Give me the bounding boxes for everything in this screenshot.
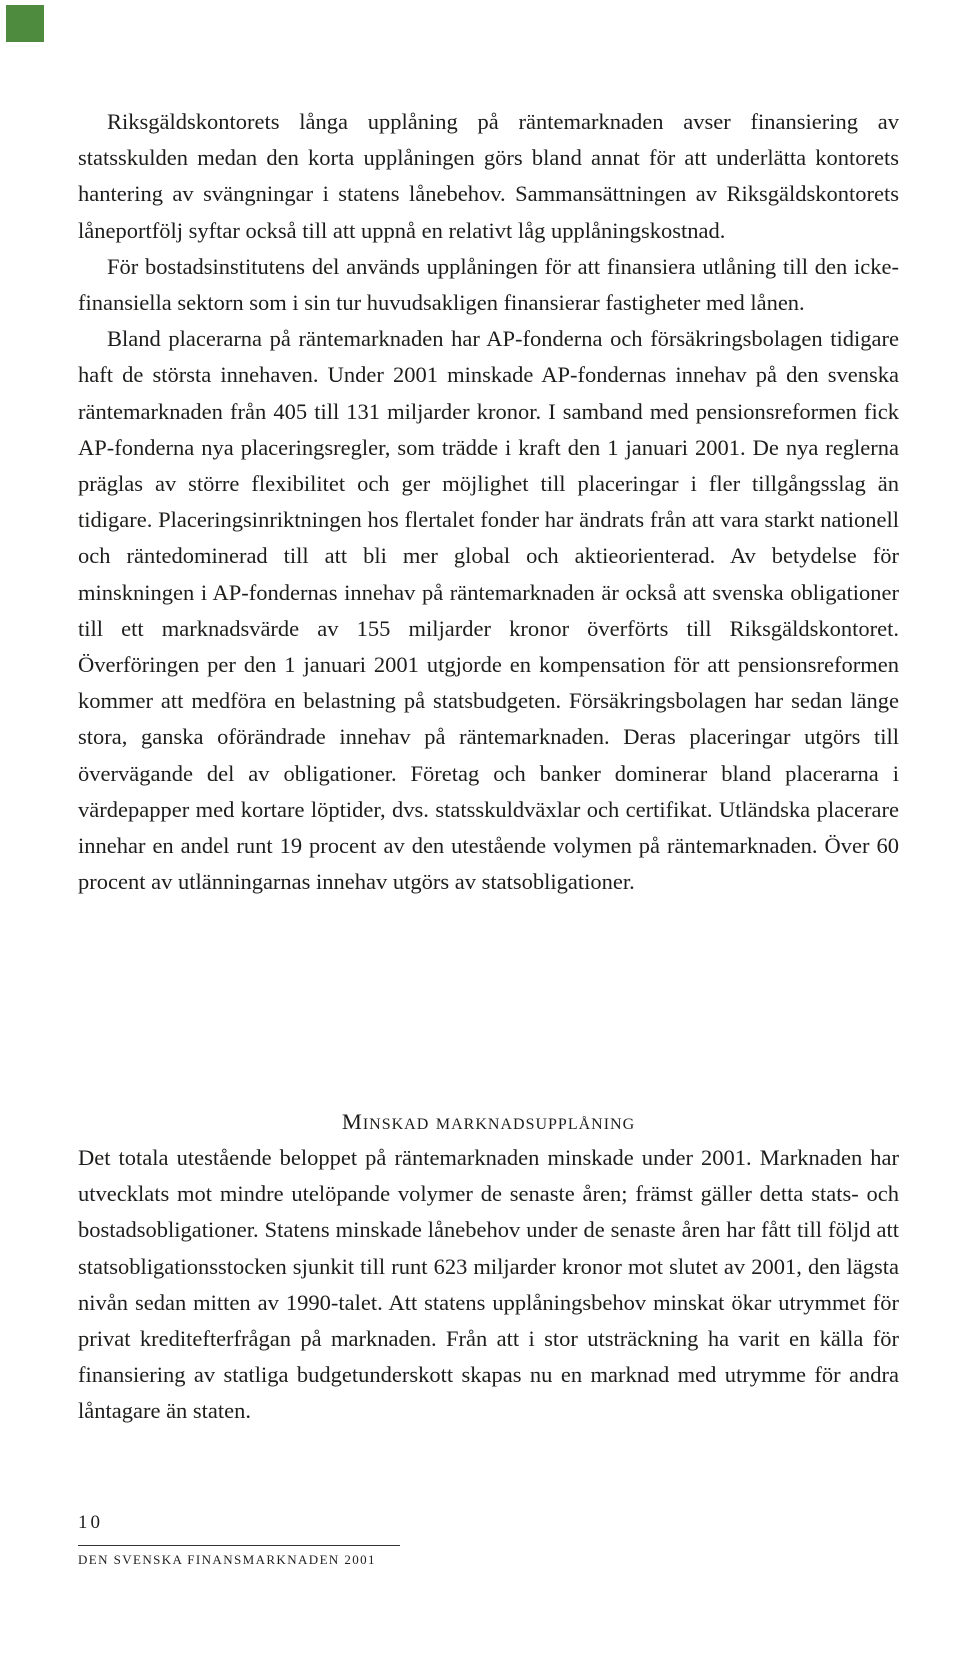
paragraph-3: Bland placerarna på räntemarknaden har AP-fonderna och försäkringsbolagen tidigare haft de största innehaven. Under 2001 minskade AP-fondernas innehav på den svenska räntemarknaden från 405 till 131 miljarder kronor. I samband med pensionsreformen fick AP-fonderna nya placeringsregler, som trädde i kraft den 1 januari 2001. De nya reglerna präglas av större flexibilitet och ger möjlighet till placeringar i fler tillgångsslag än tidigare. Placeringsinriktningen hos flertalet fonder har ändrats från att vara starkt nationell och räntedominerad till att bli mer global och aktieorienterad. Av betydelse för minskningen i AP-fondernas innehav på räntemarknaden är också att svenska obligationer till ett marknadsvärde av 155 miljarder kronor överförts till Riksgäldskontoret. Överföringen per den 1 januari 2001 utgjorde en kompensation för att pensionsreformen kommer att medföra en belastning på statsbudgeten. Försäkringsbolagen har sedan länge stora, ganska oförändrade innehav på räntemarknaden. Deras placeringar utgörs till övervägande del av obligationer. Företag och banker dominerar bland placerarna i värdepapper med kortare löptider, dvs. statsskuldväxlar och certifikat. Utländska placerare innehar en andel runt 19 procent av den utestående volymen på räntemarknaden. Över 60 procent av utlänningarnas innehav utgörs av statsobligationer. bbox=[78, 326, 899, 895]
page-number: 10 bbox=[78, 1512, 103, 1533]
corner-color-marker bbox=[6, 5, 44, 42]
body-text bbox=[78, 104, 899, 900]
section-heading: Minskad marknadsupplåning bbox=[341, 1109, 636, 1134]
section-paragraph: Det totala utestående beloppet på räntemarknaden minskade under 2001. Marknaden har utvecklats mot mindre utelöpande volymer de senaste åren; främst gäller detta stats- och bostadsobligationer. Statens minskade lånebehov under de senaste åren har fått till följd att statsobligationsstocken sjunkit till runt 623 miljarder kronor mot slutet av 2001, den lägsta nivån sedan mitten av 1990-talet. Att statens upplåningsbehov minskat ökar utrymmet för privat kreditefterfrågan på marknaden. Från att i stor utsträckning ha varit en källa för finansiering av statliga budgetunderskott skapas nu en marknad med utrymme för andra låntagare än staten. bbox=[78, 1145, 899, 1424]
footer-divider bbox=[78, 1545, 400, 1546]
paragraph-2: För bostadsinstitutens del används upplåningen för att finansiera utlåning till den icke-finansiella sektorn som i sin tur huvudsakligen finansierar fastigheter med lånen. bbox=[78, 253, 899, 316]
running-footer-title: DEN SVENSKA FINANSMARKNADEN 2001 bbox=[78, 1552, 376, 1567]
section-body bbox=[78, 1140, 899, 1430]
paragraph-1: Riksgäldskontorets långa upplåning på räntemarknaden avser finansiering av statsskulden medan den korta upplåningen görs bland annat för att underlätta kontorets hantering av svängningar i statens lånebehov. Sammansättningen av Riksgäldskontorets låneportfölj syftar också till att uppnå en relativt låg upplåningskostnad. bbox=[78, 109, 899, 243]
